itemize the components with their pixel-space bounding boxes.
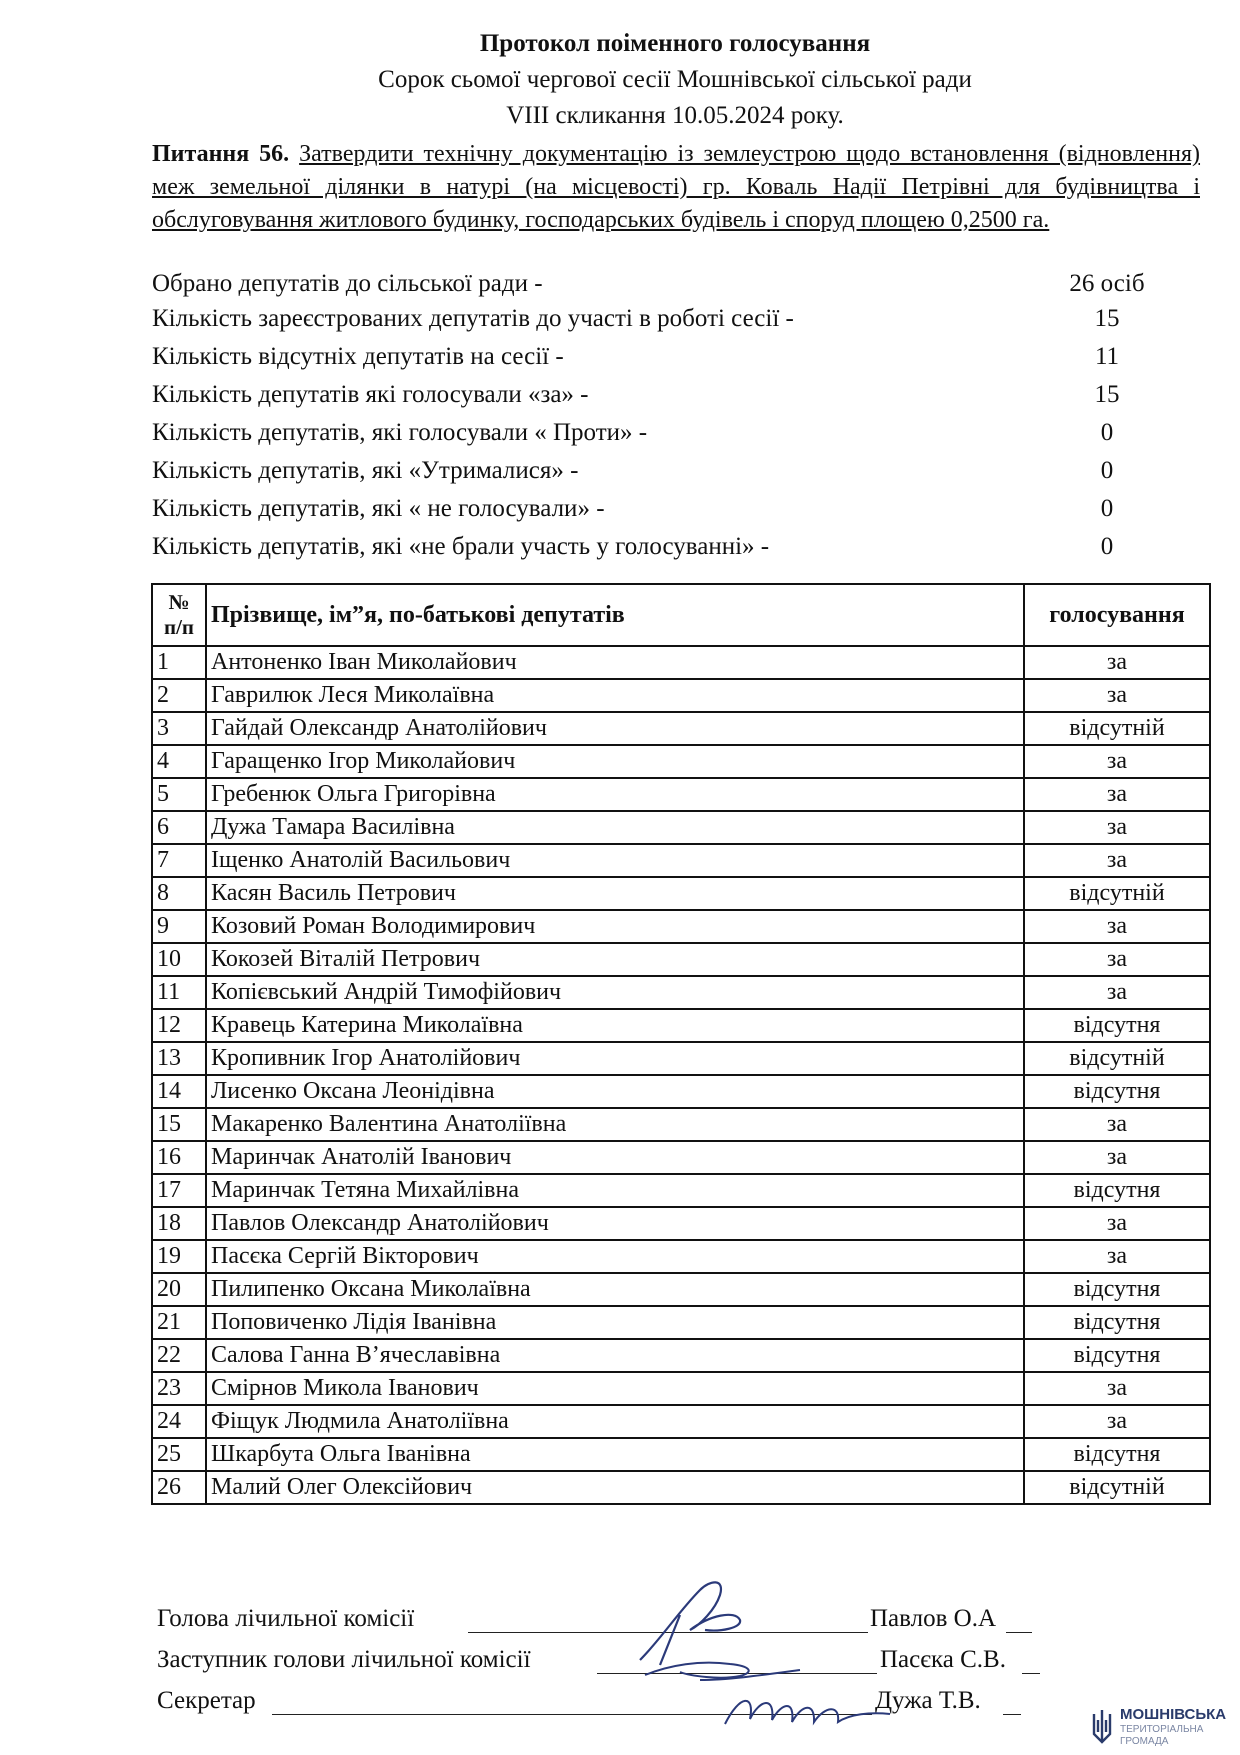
vote-result-cell: відсутній: [1024, 1471, 1210, 1504]
table-row: [152, 877, 1210, 910]
table-header-row: [152, 584, 1210, 646]
row-number-cell: 19: [152, 1240, 206, 1273]
logo-subtitle-line2: ГРОМАДА: [1120, 1736, 1169, 1747]
stat-value: 11: [1094, 343, 1120, 370]
deputy-name-cell: Кокозей Віталій Петрович: [206, 943, 1024, 976]
deputy-name-cell: Гайдай Олександр Анатолійович: [206, 712, 1024, 745]
deputy-name-cell: Кравець Катерина Миколаївна: [206, 1009, 1024, 1042]
table-row: [152, 1207, 1210, 1240]
table-row: [152, 910, 1210, 943]
stat-label: Обрано депутатів до сільської ради -: [152, 270, 543, 297]
table-row: [152, 778, 1210, 811]
stat-value: 15: [1094, 381, 1120, 408]
vote-result-cell: за: [1024, 1240, 1210, 1273]
deputy-name-cell: Поповиченко Лідія Іванівна: [206, 1306, 1024, 1339]
deputy-name-cell: Кропивник Ігор Анатолійович: [206, 1042, 1024, 1075]
voting-table: [151, 583, 1211, 1505]
row-number-cell: 5: [152, 778, 206, 811]
vote-result-cell: за: [1024, 1108, 1210, 1141]
row-number-cell: 18: [152, 1207, 206, 1240]
secretary-name-underline: [1003, 1714, 1021, 1715]
vote-result-cell: за: [1024, 1207, 1210, 1240]
question-text: Затвердити технічну документацію із землеустрою щодо встановлення (відновлення) меж земельної ділянки в натурі (на місцевості) гр. Коваль Надії Петрівні для будівництва і обслуговування житлового будинку, господарських будівель і споруд площею 0,2500 га.: [152, 141, 1201, 233]
deputy-name-cell: Козовий Роман Володимирович: [206, 910, 1024, 943]
vote-result-cell: за: [1024, 1405, 1210, 1438]
deputy-name-cell: Копієвський Андрій Тимофійович: [206, 976, 1024, 1009]
stat-label: Кількість депутатів, які голосували « Проти» -: [152, 419, 648, 446]
row-number-cell: 8: [152, 877, 206, 910]
table-row: [152, 811, 1210, 844]
table-row: [152, 1306, 1210, 1339]
table-row: [152, 1438, 1210, 1471]
vote-result-cell: за: [1024, 844, 1210, 877]
row-number-cell: 6: [152, 811, 206, 844]
secretary-name: Дужа Т.В.: [875, 1687, 981, 1714]
document-subtitle-date: VIII скликання 10.05.2024 року.: [506, 102, 844, 129]
deputy-name-cell: Антоненко Іван Миколайович: [206, 646, 1024, 679]
question-block: Питання 56. Затвердити технічну документацію із землеустрою щодо встановлення (відновлення) меж земельної ділянки в натурі (на місцевості) гр. Коваль Надії Петрівні для будівництва і обслуговування житлового будинку, господарських будівель і споруд площею 0,2500 га.: [152, 141, 1201, 233]
row-number-cell: 26: [152, 1471, 206, 1504]
deputy-name-cell: Салова Ганна В’ячеславівна: [206, 1339, 1024, 1372]
stat-row: [152, 495, 1200, 531]
stat-value: 0: [1100, 457, 1114, 484]
vote-result-cell: за: [1024, 811, 1210, 844]
deputy-name-cell: Дужа Тамара Василівна: [206, 811, 1024, 844]
stat-row: [152, 457, 1200, 493]
table-row: [152, 1075, 1210, 1108]
row-number-cell: 22: [152, 1339, 206, 1372]
stat-label: Кількість депутатів, які «не брали участь у голосуванні» -: [152, 533, 770, 560]
deputy-name-cell: Гаврилюк Леся Миколаївна: [206, 679, 1024, 712]
logo-subtitle-line1: ТЕРИТОРІАЛЬНА: [1120, 1724, 1204, 1735]
vote-result-cell: за: [1024, 943, 1210, 976]
deputy-name-cell: Касян Василь Петрович: [206, 877, 1024, 910]
row-number-cell: 20: [152, 1273, 206, 1306]
deputy-name-cell: Маринчак Анатолій Іванович: [206, 1141, 1024, 1174]
stat-label: Кількість депутатів, які «Утрималися» -: [152, 457, 579, 484]
column-header-number: № п/п: [152, 584, 206, 646]
table-row: [152, 1273, 1210, 1306]
column-header-vote: голосування: [1024, 584, 1210, 646]
row-number-cell: 10: [152, 943, 206, 976]
column-header-name: Прізвище, ім”я, по-батькові депутатів: [206, 584, 1024, 646]
row-number-cell: 15: [152, 1108, 206, 1141]
row-number-cell: 21: [152, 1306, 206, 1339]
row-number-cell: 14: [152, 1075, 206, 1108]
vote-result-cell: відсутня: [1024, 1174, 1210, 1207]
stat-row: [152, 343, 1200, 379]
deputy-name-cell: Пасєка Сергій Вікторович: [206, 1240, 1024, 1273]
vote-result-cell: за: [1024, 976, 1210, 1009]
vote-result-cell: за: [1024, 910, 1210, 943]
deputy-name-cell: Лисенко Оксана Леонідівна: [206, 1075, 1024, 1108]
table-row: [152, 943, 1210, 976]
deputy-name-cell: Гребенюк Ольга Григорівна: [206, 778, 1024, 811]
deputy-name-cell: Маринчак Тетяна Михайлівна: [206, 1174, 1024, 1207]
row-number-cell: 3: [152, 712, 206, 745]
vote-result-cell: відсутній: [1024, 712, 1210, 745]
vote-result-cell: відсутня: [1024, 1273, 1210, 1306]
deputy-name-cell: Пилипенко Оксана Миколаївна: [206, 1273, 1024, 1306]
row-number-cell: 16: [152, 1141, 206, 1174]
question-label: Питання 56: [152, 141, 284, 167]
vote-result-cell: за: [1024, 778, 1210, 811]
community-logo: [1090, 1706, 1230, 1750]
table-row: [152, 712, 1210, 745]
document-title: Протокол поіменного голосування: [479, 30, 871, 57]
table-row: [152, 1108, 1210, 1141]
chair-name: Павлов О.А: [870, 1605, 997, 1632]
row-number-cell: 23: [152, 1372, 206, 1405]
table-row: [152, 1174, 1210, 1207]
row-number-cell: 12: [152, 1009, 206, 1042]
deputy-name-cell: Смірнов Микола Іванович: [206, 1372, 1024, 1405]
deputy-label: Заступник голови лічильної комісії: [157, 1646, 531, 1673]
table-row: [152, 646, 1210, 679]
logo-title: МОШНІВСЬКА: [1120, 1706, 1227, 1723]
vote-result-cell: відсутня: [1024, 1009, 1210, 1042]
vote-result-cell: за: [1024, 679, 1210, 712]
trident-emblem-icon: [1090, 1708, 1114, 1746]
deputy-name: Пасєка С.В.: [880, 1646, 1006, 1673]
secretary-handwritten-signature: [720, 1684, 900, 1734]
row-number-cell: 7: [152, 844, 206, 877]
table-row: [152, 1240, 1210, 1273]
row-number-cell: 1: [152, 646, 206, 679]
vote-result-cell: відсутня: [1024, 1339, 1210, 1372]
vote-result-cell: відсутній: [1024, 1042, 1210, 1075]
stat-row: [152, 533, 1200, 569]
stat-row: [152, 419, 1200, 455]
vote-result-cell: відсутня: [1024, 1075, 1210, 1108]
stat-value: 0: [1100, 419, 1114, 446]
stat-label: Кількість зареєстрованих депутатів до участі в роботі сесії -: [152, 305, 794, 332]
table-row: [152, 976, 1210, 1009]
table-row: [152, 1471, 1210, 1504]
table-row: [152, 745, 1210, 778]
vote-result-cell: відсутній: [1024, 877, 1210, 910]
deputy-name-cell: Макаренко Валентина Анатоліївна: [206, 1108, 1024, 1141]
vote-result-cell: за: [1024, 646, 1210, 679]
row-number-cell: 17: [152, 1174, 206, 1207]
deputy-name-cell: Шкарбута Ольга Іванівна: [206, 1438, 1024, 1471]
table-row: [152, 679, 1210, 712]
table-row: [152, 1009, 1210, 1042]
row-number-cell: 11: [152, 976, 206, 1009]
stat-row: [152, 270, 1200, 306]
table-row: [152, 1141, 1210, 1174]
deputy-name-cell: Гаращенко Ігор Миколайович: [206, 745, 1024, 778]
stat-value: 26 осіб: [1069, 270, 1145, 297]
stat-label: Кількість депутатів які голосували «за» -: [152, 381, 589, 408]
table-row: [152, 844, 1210, 877]
row-number-cell: 4: [152, 745, 206, 778]
stat-row: [152, 381, 1200, 417]
vote-result-cell: відсутня: [1024, 1306, 1210, 1339]
chair-name-underline: [1006, 1632, 1032, 1633]
vote-result-cell: за: [1024, 1372, 1210, 1405]
table-row: [152, 1339, 1210, 1372]
row-number-cell: 2: [152, 679, 206, 712]
row-number-cell: 9: [152, 910, 206, 943]
deputy-name-cell: Малий Олег Олексійович: [206, 1471, 1024, 1504]
stat-value: 0: [1100, 495, 1114, 522]
deputy-name-cell: Фіщук Людмила Анатоліївна: [206, 1405, 1024, 1438]
row-number-cell: 25: [152, 1438, 206, 1471]
stat-label: Кількість відсутніх депутатів на сесії -: [152, 343, 564, 370]
document-subtitle-session: Сорок сьомої чергової сесії Мошнівської сільської ради: [378, 66, 972, 93]
vote-result-cell: відсутня: [1024, 1438, 1210, 1471]
deputy-name-cell: Павлов Олександр Анатолійович: [206, 1207, 1024, 1240]
row-number-cell: 24: [152, 1405, 206, 1438]
secretary-label: Секретар: [157, 1687, 256, 1714]
table-row: [152, 1042, 1210, 1075]
stat-row: [152, 305, 1200, 341]
chair-label: Голова лічильної комісії: [157, 1605, 415, 1632]
table-row: [152, 1405, 1210, 1438]
stat-label: Кількість депутатів, які « не голосували» -: [152, 495, 605, 522]
vote-result-cell: за: [1024, 1141, 1210, 1174]
vote-result-cell: за: [1024, 745, 1210, 778]
stat-value: 0: [1100, 533, 1114, 560]
row-number-cell: 13: [152, 1042, 206, 1075]
table-row: [152, 1372, 1210, 1405]
stat-value: 15: [1094, 305, 1120, 332]
deputy-name-underline: [1022, 1673, 1040, 1674]
deputy-name-cell: Іщенко Анатолій Васильович: [206, 844, 1024, 877]
